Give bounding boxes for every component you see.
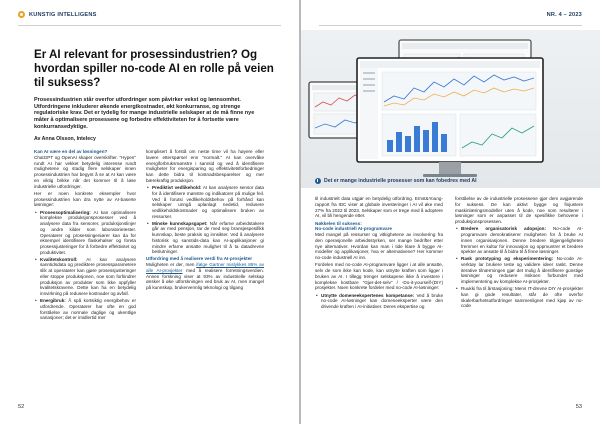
- right-column-1: [315, 196, 443, 311]
- right-column-2: [455, 196, 583, 310]
- paragraph: forståelse av de industrielle prosessene gjør dem avgjørende for suksess. De kan aktivt bygge og finjustere maskinlæringsmodeller uten å kode, noe som resulterer i løsninger som er anpasset til de spesifikke behovene i produksjonsprosessen.: [455, 196, 583, 224]
- subheading: Kan AI være en del av løsningen?: [34, 149, 108, 154]
- list-item: • Kvalitetskontroll: AI kan analysere sanntidsdata og prediktere prosessparametere slik at operatører kan gjøre prosessjusteringer eller stoppe produksjonen, noe som forhindrer produksjon av produkter som ikke oppfyller kvalitetskravene. Dette kan ha en betydelig innvirkning på redusere kostnader og avfall.: [40, 257, 136, 297]
- section-label: KUNSTIG INTELLIGENS: [29, 11, 97, 18]
- bullet-list: [146, 185, 264, 255]
- right-page: [301, 0, 600, 424]
- paragraph: Fordelen med no-code AI-programvare ligger i at alle ansatte, selv de som ikke kan kode, kan utnytte kraften som ligger i bruken av AI. I tillegg trenger selskapene ikke å investere i komplekse kostbare "Gjør-det-selv" / -Do-it-yourself-(DIY) prosjekter. Noen konkrete fordeler med no-code AI-løsninger:: [315, 262, 443, 291]
- left-column-1: [34, 149, 136, 322]
- gartner-link[interactable]: ifølge Gartner mislykkes 85% av alle AI-prosjekter: [146, 262, 264, 273]
- subheading: Utfordring med å realisere verdi fra AI-prosjekter: [146, 256, 253, 262]
- bullet-list: [315, 293, 443, 310]
- bullet-list: [455, 226, 583, 309]
- paragraph: Muligheten er der, men ifølge Gartner mislykkes 85% av alle AI-prosjekter med å realisere forretningsverdien. Annen forskning viser at 93% av industrielle selskap ønsker å øke utforskningen ved bruk av AI, men mangel på kunnskap, brukervennlig teknologi og tilgang: [146, 262, 265, 291]
- issue-header: [547, 9, 582, 20]
- left-page: [0, 0, 299, 424]
- paragraph: ChatGPT og OpenAI skaper overskrifter. "Hypen" rundt AI har vekket betydelig interesse rundt mulighetene og stadig flere selskaper innen prosessindustrien har begynt å se at AI kan være en viktig brikke når det kommer til å løse industrielle utfordringer.: [34, 154, 136, 189]
- list-item: • Utnytte domeneekspertenes kompetanse: Ved å bruke no-code AI-løsninger kan domeneeksperter være den drivende kraften i AI-initiativer. Deres ekspertise og: [321, 293, 443, 310]
- caption-text: Det er mange industrielle prosesser som kan fobedres med AI: [324, 178, 477, 184]
- image-caption: [315, 178, 477, 184]
- section-logo-icon: [18, 11, 25, 18]
- dashboard-illustration: [301, 30, 600, 188]
- paragraph: Med mangel på ressurser og vitkighetene av involvering fra den operasjonelle arbeidsstyrken, ser mange bedrifter etter nye alternativer. Hvordan kan man i tide klare å bygge AI-modeller og applikasjoner, hva er alternativene? Her kommer no-code industriell AI inn.: [315, 232, 443, 260]
- paragraph: Her er noen konkrete eksempler hvor prosessindustrien kan dra nytte av AI-baserte løsninger:: [34, 190, 136, 208]
- paragraph: til industrielt data utgjør en betydelig utfordring. Ernst&Young-rapport fra IDC viser at globale investeringer i AI vil øke med 27% fra 2022 til 2023. Selskaper som er trege med å adoptere AI, vil bli hengende etter.: [315, 196, 443, 219]
- list-item: • Prediktivt vedlikehold: AI kan analysere sensor data for å identifisere mønstre og indikatorer på mulige feil. Ved å forutsi vedlikeholdsbehov på forhånd kan selskaper unngå uplanlagt nedetid, redusere vedlikeholdskostnader og optimalisere bruken av ressurser.: [152, 185, 264, 220]
- header-rule: [319, 25, 582, 26]
- article-title: Er AI relevant for prosessindustrien? Og hvordan spiller no-code AI en rolle på veien til suksess?: [34, 48, 274, 89]
- list-item: • Rask prototyping og eksperimentering: No-code AI-verktøy lar brukere teste og validere ideer raskt. Denne iterative tilnærmingen gjør det mulig å identifisere gunstige løsninger og redusere risikoen forbundet med implementering av komplekse AI-prosjekter.: [461, 256, 583, 285]
- bullet-list: [34, 210, 136, 322]
- subheading: Nøkkelen til suksess:: [315, 220, 362, 226]
- list-item: • Minske kunnskapsgapet: Når erfarne arbeidstakere går av med pensjon, tar de med seg bransjespesifikk kunnskap, beste praksis og innsikter. Ved å analysere historisk og sanntids-data kan AI-applikasjoner gi mindre erfarne ansatte mulighet til å ta datadrevne beslutninger.: [152, 221, 264, 256]
- page-number-left: 52: [18, 404, 25, 410]
- left-column-2: [146, 149, 264, 292]
- section-header: [18, 9, 97, 20]
- byline: Av Anna Olsson, Intelecy: [34, 136, 96, 142]
- info-icon: [315, 178, 321, 184]
- list-item: • Energibruk: Å spå kortsiktig energibehov er utfordrende. Operatører har ofte en god forståelse av normale daglige og ukentlige variasjoner; det er imidlertid mer: [40, 298, 136, 321]
- list-item: • Ruukki fra til årstasjoning: Mens IT-drevne DIY AI-prosjekter kan gi gode resultater, står de ofte overfor skalerbarhetsutfordringer sammenlignet med kjøp av no-code: [461, 286, 583, 309]
- dashboard-photo: [301, 30, 600, 188]
- list-item: • Bredere organisatorisk adopsjon: No-code AI-programvare demokratiserer muligheten for å bruke AI innen organisasjonen. Denne bredere tilgjengeligheten fremmer en kultur for innovasjon og oppmuntrer et bredere spekter av ansatte til å bidra til å finne løsninger.: [461, 226, 583, 255]
- page-number-right: 53: [575, 404, 582, 410]
- list-item: • Prosessoptimalisering: AI kan optimalisere komplekse produksjonsprosesser ved å analysere data fra sensorer, produksjonslinjer og andre kilder som laboratorietester. Operatører og prosessingeniører kan da for eksempel identifisere flaskehalser og foreta prosessjusteringer for å forbedre effektivitet og produktivitet.: [40, 210, 136, 256]
- issue-label: NR. 4 – 2023: [546, 11, 582, 18]
- article-lead: Prosessindustrien står overfor utfordringer som påvirker vekst og lønnsomhet. Utfordringene inkluderer økende energikostnader, økt konkurranse, og strenge regulatoriske krav. Det er tydelig for mange industrielle selskaper at de må finne nye måter å optimalisere prosessene og forbedre effektiviteten for å fortsette være konkurransedyktige.: [34, 97, 255, 130]
- header-rule: [18, 25, 281, 26]
- subheading: No-code industriell AI-programvare: [315, 226, 392, 232]
- paragraph: komplisert å forstå om neste time vil ha høyere eller lavere etterspørsel enn "normalt." AI kan overvåke energiforbruksmønstre i sanntid og ved å identifisere muligheter for energisparing og effektivitetsforbedringer kan dette bidra til kostnadsbesparelser og mer bærekraftig produksjon.: [146, 149, 264, 183]
